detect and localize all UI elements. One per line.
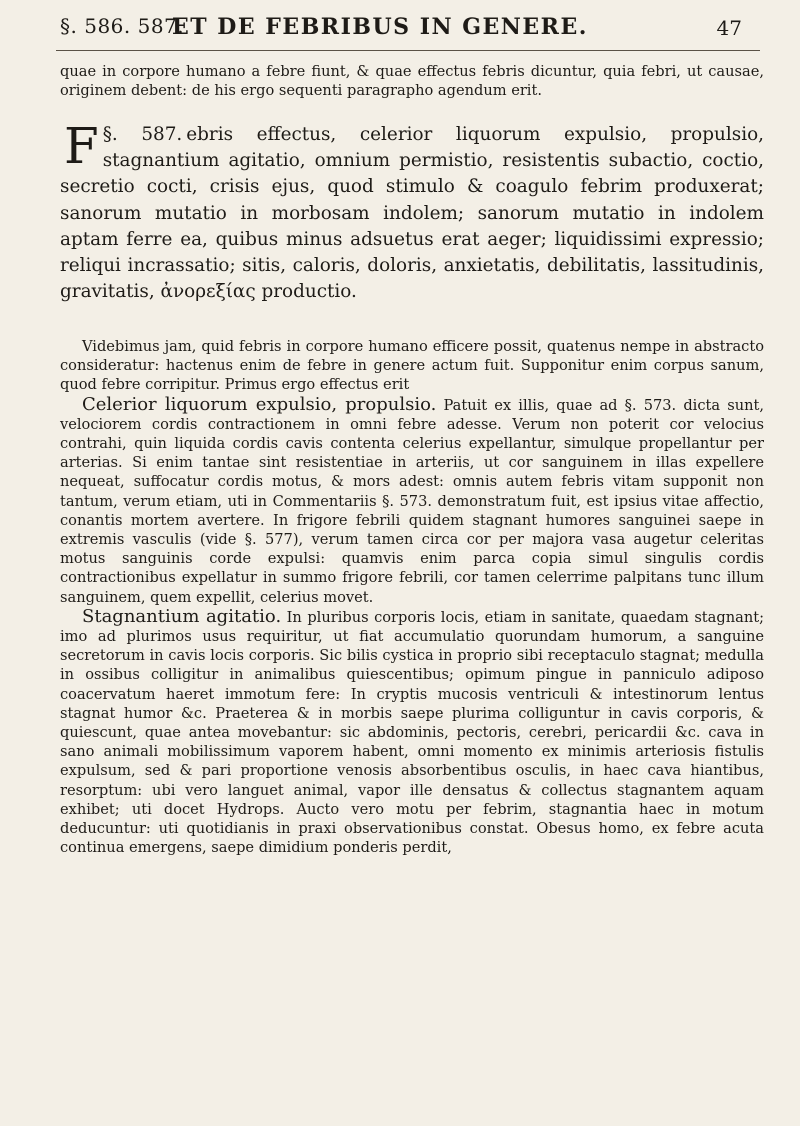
commentary-section-1: [60, 395, 764, 607]
section-number: §. 587.: [102, 124, 183, 145]
running-title: ET DE FEBRIBUS IN GENERE.: [172, 14, 588, 40]
header-rule: [56, 50, 760, 51]
intro-paragraph: [60, 62, 764, 100]
section-reference: §. 586. 587.: [60, 14, 185, 38]
page-number: 47: [716, 16, 742, 40]
commentary-intro: Videbimus jam, quid febris in corpore humano efficere possit, quatenus nempe in abstracto consideratur: hactenus enim de febre in genere actum fuit. Supponitur enim corpus sanum, quod febre corripitur. Primus ergo effectus erit: [60, 338, 764, 394]
aphorism-text: ebris effectus, celerior liquorum expulsio, propulsio, stagnantium agitatio, omnium permistio, resistentis subactio, coctio, secretio cocti, crisis ejus, quod stimulo & coagulo febrim produxerat; sanorum mutatio in morbosam indolem; sanorum mutatio in indolem aptam ferre ea, quibus minus adsuetus erat aeger; liquidissimi expressio; reliqui incrassatio; sitis, caloris, doloris, anxietatis, debilitatis, lassitudinis, gravitatis, ἀνορεξίας productio.: [60, 124, 764, 303]
intro-text: quae in corpore humano a febre fiunt, & quae effectus febris dicuntur, quia febri, ut causae, originem debent: de his ergo sequenti paragrapho agendum erit.: [60, 63, 764, 100]
running-header: [0, 4, 800, 50]
subheading-expulsio: Celerior liquorum expulsio, propulsio.: [82, 393, 437, 415]
subheading-agitatio: Stagnantium agitatio.: [82, 605, 282, 627]
commentary: [60, 337, 764, 857]
drop-capital: F: [64, 117, 99, 175]
aphorism-body: [60, 117, 764, 305]
aphorism-587: [60, 117, 764, 305]
commentary-section-2: [60, 607, 764, 858]
commentary-text-1: Patuit ex illis, quae ad §. 573. dicta sunt, velociorem cordis contractionem in omni febre adesse. Verum non poterit cor velocius contrahi, quin liquida cordis cavis contenta celerius expellantur, simulque propellantur per arterias. Si enim tantae sint resistentiae in arteriis, ut cor sanguinem in illas expellere nequeat, suffocatur cordis motus, & mors adest: omnis autem febris vitam supponit non tantum, verum etiam, uti in Commentariis §. 573. demonstratum fuit, est ipsius vitae affectio, conantis mortem avertere. In frigore febrili quidem stagnant humores sanguinei saepe in extremis vasculis (vide §. 577), verum tamen circa cor per majora vasa augetur celeritas motus sanguinis corde expulsi: quamvis enim parca copia simul singulis cordis contractionibus expellatur in summo frigore febrili, cor tamen celerrime palpitans tunc illum sanguinem, quem expellit, celerius movet.: [60, 396, 764, 606]
commentary-text-2: In pluribus corporis locis, etiam in sanitate, quaedam stagnant; imo ad plurimos usus requiritur, ut fiat accumulatio quorundam humorum, a sanguine secretorum in cavis locis corporis. Sic bilis cystica in proprio sibi receptaculo stagnat; medulla in ossibus colligitur in animalibus quiescentibus; opimum pingue in panniculo adiposo coacervatum haeret immotum fere: In cryptis mucosis ventriculi & intestinorum lentus stagnat humor &c. Praeterea & in morbis saepe plurima colliguntur in cavis corporis, & quiescunt, quae antea movebantur: sic abdominis, pectoris, cerebri, pericardii &c. cava in sano animali mobilissimum vaporem habent, omni momento ex minimis arteriosis fistulis expulsum, sed & pari proportione venosis absorbentibus osculis, in haec cava hiantibus, resorptum: ubi vero languet animal, vapor ille densatus & collectus stagnantem aquam exhibet; uti docet Hydrops. Aucto vero motu per febrim, stagnantia haec in motum deducuntur: uti quotidianis in praxi observationibus constat. Obesus homo, ex febre acuta continua emergens, saepe dimidium ponderis perdit,: [60, 608, 764, 857]
